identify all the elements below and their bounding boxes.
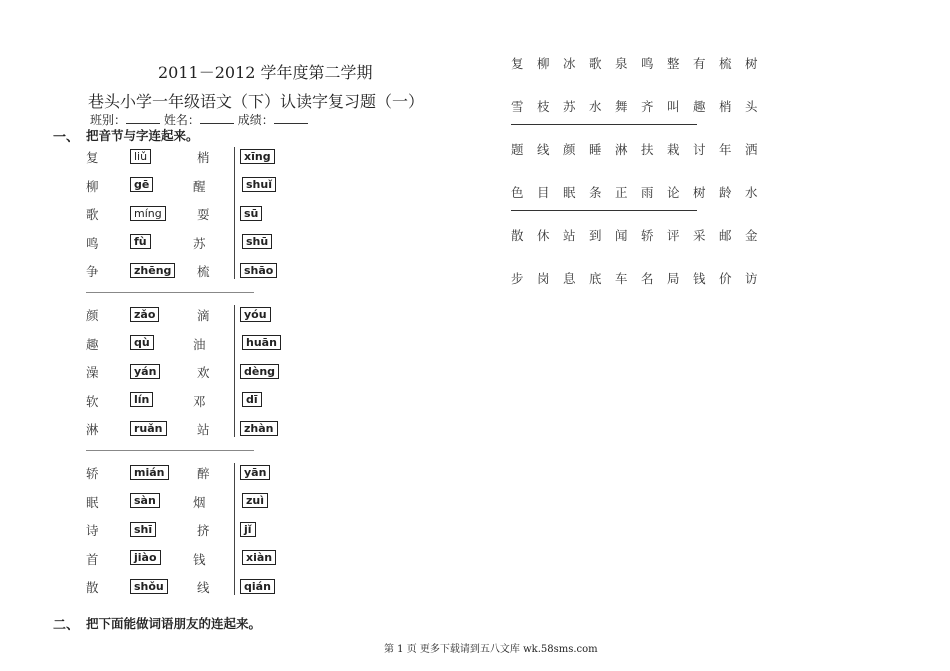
grid-character: 雨 [641, 185, 654, 200]
grid-character: 钱 [693, 271, 706, 286]
grid-character: 眠 [563, 185, 576, 200]
section2-number: 二、 [53, 618, 80, 633]
grid-row [511, 97, 771, 115]
grid-character: 息 [563, 271, 576, 286]
class-blank[interactable] [126, 112, 160, 124]
section2-title: 把下面能做词语朋友的连起来。 [86, 616, 262, 631]
grid-character: 题 [511, 142, 524, 157]
grid-character: 水 [745, 185, 758, 200]
right-character: 滴 [197, 308, 210, 323]
grid-character: 鸣 [641, 56, 654, 71]
left-pinyin-box[interactable]: gē [130, 177, 153, 192]
page-title: 2011－2012 学年度第二学期 [158, 63, 373, 82]
grid-character: 睡 [589, 142, 602, 157]
grid-character: 目 [537, 185, 550, 200]
right-pinyin-box[interactable]: shāo [240, 263, 277, 278]
grid-character: 头 [745, 99, 758, 114]
grid-character: 访 [745, 271, 758, 286]
grid-character: 树 [745, 56, 758, 71]
group-separator [86, 292, 254, 293]
grid-character: 局 [667, 271, 680, 286]
right-pinyin-box[interactable]: zuì [242, 493, 268, 508]
grid-row [511, 183, 771, 201]
right-pinyin-box[interactable]: dèng [240, 364, 279, 379]
grid-character: 扶 [641, 142, 654, 157]
right-pinyin-box[interactable]: yóu [240, 307, 271, 322]
group-divider [234, 463, 235, 595]
grid-character: 雪 [511, 99, 524, 114]
grid-character: 站 [563, 228, 576, 243]
section1-number: 一、 [53, 130, 80, 145]
right-character: 油 [193, 336, 206, 352]
grid-character: 泉 [615, 56, 628, 71]
left-pinyin-box[interactable]: fù [130, 234, 151, 249]
left-pinyin-box[interactable]: sàn [130, 493, 160, 508]
left-pinyin-box[interactable]: ruǎn [130, 421, 167, 436]
left-character: 复 [86, 150, 99, 165]
right-pinyin-box[interactable]: zhàn [240, 421, 278, 436]
right-character: 醉 [197, 466, 210, 481]
right-pinyin-box[interactable]: shū [242, 234, 272, 249]
grid-character: 洒 [745, 142, 758, 157]
right-character: 苏 [193, 235, 206, 251]
page-footer: 第 1 页 更多下载请到五八文库 wk.58sms.com [384, 644, 598, 655]
grid-character: 休 [537, 228, 550, 243]
score-label: 成绩： [237, 113, 274, 127]
grid-divider-2 [511, 210, 697, 211]
grid-character: 正 [615, 185, 628, 200]
left-character: 淋 [86, 422, 99, 438]
grid-character: 色 [511, 185, 524, 200]
grid-character: 邮 [719, 228, 732, 243]
left-pinyin-box[interactable]: jiào [130, 550, 161, 565]
left-character: 轿 [86, 466, 99, 481]
grid-character: 柳 [537, 56, 550, 71]
left-character: 首 [86, 551, 99, 567]
grid-character: 评 [667, 228, 680, 243]
right-pinyin-box[interactable]: qián [240, 579, 275, 594]
grid-character: 齐 [641, 99, 654, 114]
group-divider [234, 305, 235, 437]
right-pinyin-box[interactable]: xīng [240, 149, 275, 164]
left-character: 柳 [86, 178, 99, 194]
grid-row [511, 269, 771, 287]
class-label: 班别： [90, 113, 127, 127]
grid-character: 散 [511, 228, 524, 243]
grid-character: 采 [693, 228, 706, 243]
grid-row [511, 140, 771, 158]
left-pinyin-box[interactable]: zǎo [130, 307, 159, 322]
page-subtitle: 巷头小学一年级语文（下）认读字复习题（一） [88, 92, 425, 111]
right-character: 梳 [197, 264, 210, 280]
grid-character: 岗 [537, 271, 550, 286]
left-pinyin-box[interactable]: liǔ [130, 149, 151, 164]
grid-character: 价 [719, 271, 732, 286]
name-blank[interactable] [200, 112, 234, 124]
grid-character: 步 [511, 271, 524, 286]
grid-character: 树 [693, 185, 706, 200]
grid-character: 舞 [615, 99, 628, 114]
left-character: 澡 [86, 365, 99, 381]
grid-character: 轿 [641, 228, 654, 243]
grid-row [511, 226, 771, 244]
right-character: 欢 [197, 365, 210, 381]
grid-character: 整 [667, 56, 680, 71]
grid-character: 梳 [719, 56, 732, 71]
grid-character: 讨 [693, 142, 706, 157]
grid-row [511, 54, 771, 72]
right-pinyin-box[interactable]: xiàn [242, 550, 276, 565]
left-pinyin-box[interactable]: shǒu [130, 579, 168, 594]
grid-character: 线 [537, 142, 550, 157]
left-pinyin-box[interactable]: míng [130, 206, 166, 221]
right-pinyin-box[interactable]: huān [242, 335, 281, 350]
group-separator [86, 450, 254, 451]
right-character: 线 [197, 580, 210, 596]
grid-character: 条 [589, 185, 602, 200]
left-character: 争 [86, 264, 99, 280]
grid-character: 趣 [693, 99, 706, 114]
right-character: 耍 [197, 207, 210, 223]
right-character: 站 [197, 422, 210, 438]
grid-character: 年 [719, 142, 732, 157]
grid-character: 金 [745, 228, 758, 243]
left-pinyin-box[interactable]: mián [130, 465, 169, 480]
grid-character: 车 [615, 271, 628, 286]
left-pinyin-box[interactable]: shī [130, 522, 156, 537]
right-pinyin-box[interactable]: yān [240, 465, 270, 480]
right-character: 烟 [193, 494, 206, 510]
left-character: 鸣 [86, 235, 99, 251]
right-character: 邓 [193, 393, 206, 409]
grid-character: 到 [589, 228, 602, 243]
left-character: 诗 [86, 523, 99, 539]
left-pinyin-box[interactable]: lín [130, 392, 153, 407]
grid-character: 复 [511, 56, 524, 71]
grid-character: 苏 [563, 99, 576, 114]
right-pinyin-box[interactable]: dī [242, 392, 262, 407]
right-pinyin-box[interactable]: shuǐ [242, 177, 276, 192]
right-character: 梢 [197, 150, 210, 165]
grid-character: 底 [589, 271, 602, 286]
grid-character: 冰 [563, 56, 576, 71]
grid-character: 枝 [537, 99, 550, 114]
left-pinyin-box[interactable]: yán [130, 364, 160, 379]
group-divider [234, 147, 235, 279]
left-pinyin-box[interactable]: zhēng [130, 263, 175, 278]
right-character: 醒 [193, 178, 206, 194]
grid-character: 叫 [667, 99, 680, 114]
name-label: 姓名： [163, 113, 200, 127]
grid-character: 闻 [615, 228, 628, 243]
grid-character: 颜 [563, 142, 576, 157]
grid-character: 淋 [615, 142, 628, 157]
grid-character: 论 [667, 185, 680, 200]
left-character: 眠 [86, 494, 99, 510]
right-pinyin-box[interactable]: sū [240, 206, 262, 221]
grid-character: 歌 [589, 56, 602, 71]
left-character: 软 [86, 393, 99, 409]
left-character: 趣 [86, 336, 99, 352]
grid-character: 有 [693, 56, 706, 71]
grid-character: 栽 [667, 142, 680, 157]
section1-title: 把音节与字连起来。 [86, 128, 199, 143]
right-character: 挤 [197, 523, 210, 539]
left-character: 散 [86, 580, 99, 596]
grid-character: 水 [589, 99, 602, 114]
left-character: 颜 [86, 308, 99, 323]
grid-character: 名 [641, 271, 654, 286]
grid-divider-1 [511, 124, 697, 125]
score-blank[interactable] [274, 112, 308, 124]
grid-character: 龄 [719, 185, 732, 200]
right-pinyin-box[interactable]: jǐ [240, 522, 256, 537]
left-pinyin-box[interactable]: qù [130, 335, 154, 350]
left-character: 歌 [86, 207, 99, 223]
right-character: 钱 [193, 551, 206, 567]
grid-character: 梢 [719, 99, 732, 114]
